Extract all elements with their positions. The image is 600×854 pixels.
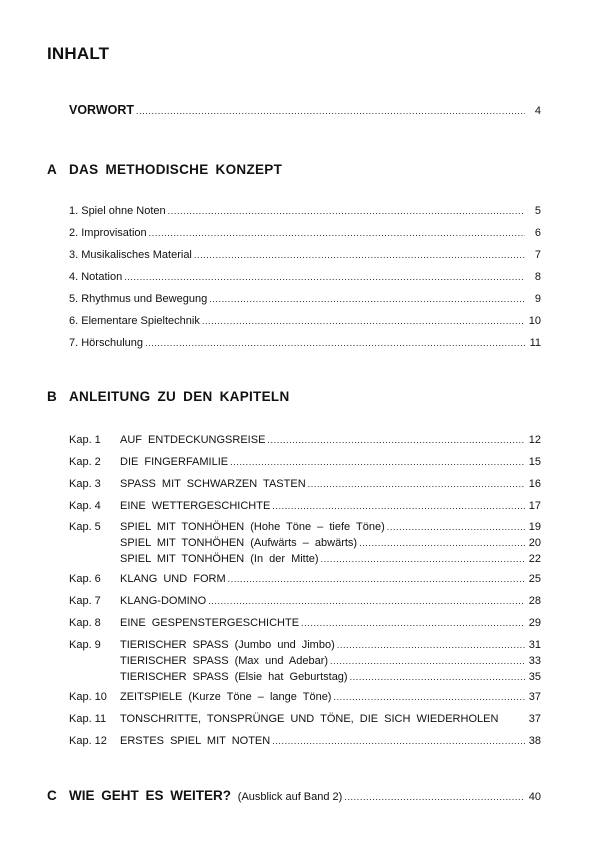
toc-entry-label: SPIEL MIT TONHÖHEN (Hohe Töne – tiefe Töne): [120, 521, 385, 533]
toc-entry-label: EINE GESPENSTERGESCHICHTE: [120, 617, 300, 629]
page-title: INHALT: [47, 44, 110, 63]
toc-page-number: 22: [528, 553, 541, 565]
toc-entry-label: AUF ENTDECKUNGSREISE: [120, 434, 266, 446]
toc-entry-label: SPIEL MIT TONHÖHEN (Aufwärts – abwärts): [120, 537, 358, 549]
toc-entry-label: DIE FINGERFAMILIE: [120, 456, 229, 468]
dot-leader: [321, 553, 525, 566]
dot-leader: [337, 639, 525, 652]
toc-page-number: 19: [528, 521, 541, 533]
toc-page-number: 10: [528, 315, 541, 327]
toc-page-number: 38: [528, 735, 541, 747]
dot-leader: [230, 456, 525, 469]
toc-entry[interactable]: [120, 639, 541, 652]
toc-entry-label: SPIEL MIT TONHÖHEN (In der Mitte): [120, 553, 319, 565]
toc-entry[interactable]: [69, 293, 541, 306]
section-letter: B: [47, 389, 58, 404]
toc-entry[interactable]: [69, 271, 541, 284]
dot-leader: [330, 655, 525, 668]
dot-leader: [308, 478, 525, 491]
toc-entry[interactable]: [69, 315, 541, 328]
toc-entry[interactable]: [120, 691, 541, 704]
toc-entry[interactable]: [120, 713, 541, 726]
toc-page-number: 4: [534, 105, 541, 117]
toc-entry[interactable]: [69, 337, 541, 350]
chapter-number: Kap. 9: [69, 639, 101, 651]
section-heading-b: [47, 389, 290, 404]
chapter-number: Kap. 5: [69, 521, 101, 533]
toc-entry-label: 7. Hörschulung: [69, 337, 143, 349]
section-title: ANLEITUNG ZU DEN KAPITELN: [69, 389, 290, 404]
toc-entry[interactable]: [69, 205, 541, 218]
toc-entry-label: 4. Notation: [69, 271, 123, 283]
dot-leader: [208, 595, 525, 608]
toc-page-number: 7: [534, 249, 541, 261]
toc-entry-label: ZEITSPIELE (Kurze Töne – lange Töne): [120, 691, 332, 703]
toc-entry-label: TIERISCHER SPASS (Elsie hat Geburtstag): [120, 671, 348, 683]
dot-leader: [301, 617, 525, 630]
toc-page-number: 15: [528, 456, 541, 468]
toc-entry[interactable]: [69, 249, 541, 262]
toc-entry[interactable]: [120, 617, 541, 630]
toc-page-number: 37: [528, 691, 541, 703]
dot-leader: [344, 791, 525, 804]
dot-leader: [359, 537, 525, 550]
toc-page-number: 33: [528, 655, 541, 667]
chapter-number: Kap. 3: [69, 478, 101, 490]
toc-entry-label: TIERISCHER SPASS (Max und Adebar): [120, 655, 329, 667]
toc-entry-label: KLANG-DOMINO: [120, 595, 207, 607]
toc-entry[interactable]: [120, 573, 541, 586]
toc-page-number: 40: [528, 791, 541, 803]
toc-entry[interactable]: [120, 595, 541, 608]
toc-page-number: 31: [528, 639, 541, 651]
toc-entry-label: ERSTES SPIEL MIT NOTEN: [120, 735, 271, 747]
chapter-number: Kap. 6: [69, 573, 101, 585]
toc-page-number: 5: [534, 205, 541, 217]
chapter-number: Kap. 8: [69, 617, 101, 629]
toc-page-number: 12: [528, 434, 541, 446]
dot-leader: [267, 434, 525, 447]
dot-leader: [350, 671, 525, 684]
dot-leader: [272, 500, 525, 513]
toc-entry[interactable]: [120, 671, 541, 684]
toc-entry-label: TIERISCHER SPASS (Jumbo und Jimbo): [120, 639, 335, 651]
dot-leader: [202, 315, 525, 328]
dot-leader: [168, 205, 525, 218]
section-letter: A: [47, 162, 58, 177]
dot-leader: [194, 249, 525, 262]
section-letter: C: [47, 788, 57, 803]
toc-entry-label: 2. Improvisation: [69, 227, 147, 239]
toc-entry[interactable]: [120, 537, 541, 550]
toc-page-number: 20: [528, 537, 541, 549]
toc-page-number: 17: [528, 500, 541, 512]
toc-entry-label: SPASS MIT SCHWARZEN TASTEN: [120, 478, 306, 490]
chapter-number: Kap. 1: [69, 434, 101, 446]
toc-page-number: 29: [528, 617, 541, 629]
toc-page-number: 28: [528, 595, 541, 607]
toc-page-number: 35: [528, 671, 541, 683]
toc-page-number: 11: [529, 337, 541, 349]
toc-entry-label: 5. Rhythmus und Bewegung: [69, 293, 208, 305]
chapter-number: Kap. 12: [69, 735, 107, 747]
section-heading-a: [47, 162, 282, 177]
dot-leader: [272, 735, 525, 748]
toc-entry[interactable]: [120, 456, 541, 469]
toc-entry-label: 1. Spiel ohne Noten: [69, 205, 166, 217]
section-title: WIE GEHT ES WEITER?: [69, 788, 232, 803]
toc-entry[interactable]: [120, 500, 541, 513]
dot-leader: [149, 227, 525, 240]
section-title: DAS METHODISCHE KONZEPT: [69, 162, 283, 177]
dot-leader: [228, 573, 525, 586]
toc-entry-label: EINE WETTERGESCHICHTE: [120, 500, 271, 512]
toc-entry[interactable]: [120, 521, 541, 534]
toc-entry[interactable]: [120, 478, 541, 491]
chapter-number: Kap. 7: [69, 595, 101, 607]
toc-entry-section-c[interactable]: [47, 789, 541, 804]
toc-entry-label: 6. Elementare Spieltechnik: [69, 315, 200, 327]
toc-entry-label: TONSCHRITTE, TONSPRÜNGE UND TÖNE, DIE SICH WIEDERHOLEN: [120, 713, 499, 725]
dot-leader: [209, 293, 525, 306]
toc-entry[interactable]: [120, 553, 541, 566]
chapter-number: Kap. 11: [69, 713, 107, 725]
toc-page-number: 25: [528, 573, 541, 585]
toc-page-number: 9: [534, 293, 541, 305]
dot-leader: [333, 691, 525, 704]
toc-page-number: 6: [534, 227, 541, 239]
toc-entry-label: 3. Musikalisches Material: [69, 249, 192, 261]
chapter-number: Kap. 4: [69, 500, 101, 512]
toc-page-number: 16: [528, 478, 541, 490]
toc-page-number: 8: [534, 271, 541, 283]
toc-entry[interactable]: [120, 735, 541, 748]
section-subtitle: (Ausblick auf Band 2): [237, 791, 343, 803]
toc-page-number: 37: [528, 713, 541, 725]
chapter-number: Kap. 2: [69, 456, 101, 468]
dot-leader: [145, 337, 525, 350]
toc-entry[interactable]: [69, 227, 541, 240]
toc-entry[interactable]: [120, 655, 541, 668]
toc-entry-vorwort[interactable]: [69, 104, 541, 118]
dot-leader: [387, 521, 525, 534]
dot-leader: [124, 271, 525, 284]
section-heading-c: [47, 789, 342, 804]
chapter-number: Kap. 10: [69, 691, 107, 703]
toc-entry-label: VORWORT: [69, 103, 135, 117]
toc-entry[interactable]: [120, 434, 541, 447]
dot-leader: [136, 105, 525, 118]
toc-entry-label: KLANG UND FORM: [120, 573, 226, 585]
